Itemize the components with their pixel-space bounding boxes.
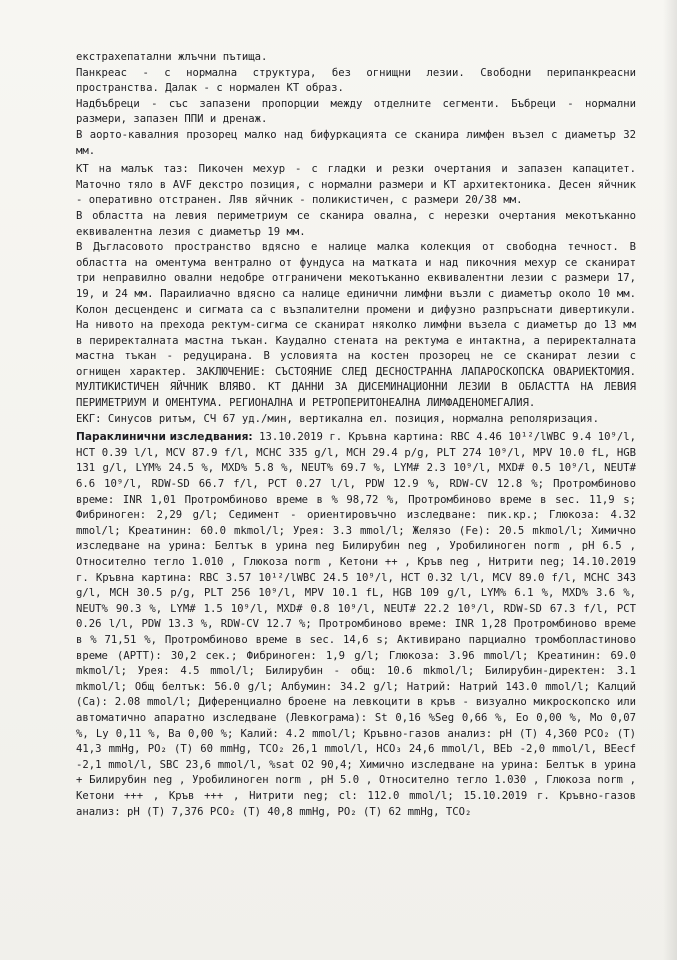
labs-body: 13.10.2019 г. Кръвна картина: RBC 4.46 10¹²/lWBC 9.4 10⁹/l, HCT 0.39 l/l, MCV 87.9 f/l, MCHC 335 g/l, MCH 29.4 p/g, PLT 274 10⁹/l, MPV 10.0 fL, HGB 131 g/l, LYM% 24.5 %, MXD% 5.8 %, NEUT% 69.7 %, LYM# 2.3 10⁹/l, MXD# 0.5 10⁹/l, NEUT# 6.6 10⁹/l, RDW-SD 66.7 f/l, PCT 0.27 l/l, PDW 12.9 %, RDW-CV 12.8 %; Протромбиново време: INR 1,01 Протромбиново време в % 98,72 %, Протромбиново време в sec. 11,9 s; Фибриноген: 2,29 g/l; Седимент - ориентировъчно изследване: пик.кр.; Глюкоза: 4.32 mmol/l; Креатинин: 60.0 mkmol/l; Урея: 3.3 mmol/l; Желязо (Fe): 20.5 mkmol/l; Химично изследване на урина: Белтък в урина neg Билирубин neg , Уробилиноген norm , pH 6.5 , Относително тегло 1.010 , Глюкоза norm , Кетони ++ , Кръв neg , Нитрити neg; 14.10.2019 г. Кръвна картина: RBC 3.57 10¹²/lWBC 24.5 10⁹/l, HCT 0.32 l/l, MCV 89.0 f/l, MCHC 343 g/l, MCH 30.5 p/g, PLT 256 10⁹/l, MPV 10.1 fL, HGB 109 g/l, LYM% 6.1 %, MXD% 3.6 %, NEUT% 90.3 %, LYM# 1.5 10⁹/l, MXD# 0.8 10⁹/l, NEUT# 22.2 10⁹/l, RDW-SD 67.3 f/l, PCT 0.26 l/l, PDW 13.3 %, RDW-CV 12.7 %; Протромбиново време: INR 1,28 Протромбиново време в % 71,51 %, Протромбиново време в sec. 14,6 s; Активирано парциално тромбопластиново време (APTT): 30,2 сек.; Фибриноген: 1,9 g/l; Глюкоза: 3.96 mmol/l; Креатинин: 69.0 mkmol/l; Урея: 4.5 mmol/l; Билирубин - общ: 10.6 mkmol/l; Билирубин-директен: 3.1 mkmol/l; Общ белтък: 56.0 g/l; Албумин: 34.2 g/l; Натрий: Натрий 143.0 mmol/l; Калций (Са): 2.08 mmol/l; Диференциално броене на левкоцити в кръв - визуално микроскопско или автоматично апаратно изследване (Левкограма): St 0,16 %Seg 0,66 %, Eo 0,00 %, Mo 0,07 %, Ly 0,11 %, Ba 0,00 %; Калий: 4.2 mmol/l; Кръвно-газов анализ: pH (T) 4,360 PCO₂ (T) 41,3 mmHg, PO₂ (T) 60 mmHg, TCO₂ 26,1 mmol/l, HCO₃ 24,6 mmol/l, BEb -2,0 mmol/l, BEecf -2,1 mmol/l, SBC 23,6 mmol/l, %sat O2 90,4; Химично изследване на урина: Белтък в урина + Билирубин neg , Уробилиноген norm , pH 5.0 , Относително тегло 1.030 , Глюкоза norm , Кетони +++ , Кръв +++ , Нитрити neg; cl: 112.0 mmol/l; 15.10.2019 г. Кръвно-газов анализ: pH (T) 7,376 PCO₂ (T) 40,8 mmHg, PO₂ (T) 62 mmHg, TCO₂ [76, 431, 636, 818]
document-text [76, 50, 636, 820]
paragraph-pelvis-ct: КТ на малък таз: Пикочен мехур - с гладки и резки очертания и запазен капацитет. Маточно тяло в AVF декстро позиция, с нормални размери и КТ архитектоника. Десен яйчник - оперативно отстранен. Ляв яйчник - поликистичен, с размери 20/38 мм. [76, 163, 636, 207]
paragraph-adrenals: Надбъбреци - със запазени пропорции между отделните сегменти. Бъбреци - нормални размери, запазен ППИ и дренаж. [76, 97, 636, 126]
paragraph-ecg: ЕКГ: Синусов ритъм, СЧ 67 уд./мин, вертикална ел. позиция, нормална реполяризация. [76, 412, 599, 425]
paragraph-bile-ducts: екстрахепатални жлъчни пътища. [76, 51, 268, 63]
paragraph-lymph-node: В аорто-кавалния прозорец малко над бифуркацията се сканира лимфен възел с диаметър 32 мм. [76, 128, 636, 157]
paragraph-labs [76, 430, 636, 820]
paragraph-douglas-conclusion: В Дъгласовото пространство вдясно е налице малка колекция от свободна течност. В областта на оментума вентрално от фундуса на матката и над пикочния мехур се сканират три неправилно овални недобре отграничени мекотъканно еквивалентни лезии с размери 17, 19, и 24 мм. Параилиачно вдясно са налице единични лимфни възли с диаметър около 10 мм. Колон десценденс и сигмата са с възпалителни промени и дифузно разпръснати дивертикули. На нивото на прехода ректум-сигма се сканират няколко лимфни възела с диаметър до 13 мм в периректалната мастна тъкан. Каудално стената на ректума е интактна, а периректалната мастна тъкан - редуцирана. В условията на костен прозорец не се сканират лезии с огнищен характер. ЗАКЛЮЧЕНИЕ: СЪСТОЯНИЕ СЛЕД ДЕСНОСТРАННА ЛАПАРОСКОПСКА ОВАРИЕКТОМИЯ. МУЛТИКИСТИЧЕН ЯЙЧНИК ВЛЯВО. КТ ДАННИ ЗА ДИСЕМИНАЦИОННИ ЛЕЗИИ В ОБЛАСТТА НА ЛЕВИЯ ПЕРИМЕТРИУМ И ОМЕНТУМА. РЕГИОНАЛНА И РЕТРОПЕРИТОНЕАЛНА ЛИМФАДЕНОМЕГАЛИЯ. [76, 241, 636, 410]
paragraph-pancreas: Панкреас - с нормална структура, без огнищни лезии. Свободни перипанкреасни пространства. Далак - с нормален КТ образ. [76, 66, 636, 95]
labs-heading: Параклинични изследвания: [76, 431, 253, 444]
paragraph-perimetrium: В областта на левия периметриум се сканира овална, с нерезки очертания мекотъканно еквивалентна лезия с диаметър 19 мм. [76, 209, 636, 238]
